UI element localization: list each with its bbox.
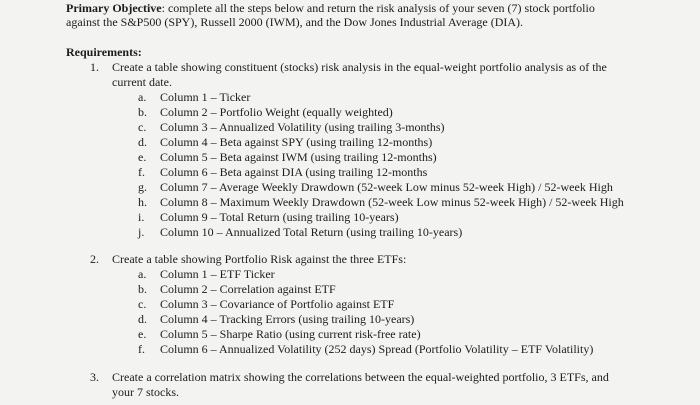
- item-2-sub-b-letter: b.: [138, 282, 147, 296]
- item-1-sub-f-letter: f.: [138, 165, 145, 179]
- item-3-text-line-2: your 7 stocks.: [112, 385, 179, 399]
- item-1-text-line-2: current date.: [112, 75, 172, 89]
- item-1-number: 1.: [90, 60, 99, 74]
- item-2-sub-c-letter: c.: [138, 297, 147, 311]
- item-1-sub-a-letter: a.: [138, 90, 147, 104]
- item-1-sub-b-letter: b.: [138, 105, 147, 119]
- item-1-sub-f-text: Column 6 – Beta against DIA (using trailing 12-months: [160, 165, 428, 179]
- item-1-sub-g-text: Column 7 – Average Weekly Drawdown (52-week Low minus 52-week High) / 52-week High: [160, 180, 613, 194]
- item-1-sub-i-letter: i.: [138, 210, 145, 224]
- item-1-sub-j-text: Column 10 – Annualized Total Return (using trailing 10-years): [160, 225, 463, 239]
- item-1-sub-c-letter: c.: [138, 120, 147, 134]
- item-2-sub-a-text: Column 1 – ETF Ticker: [160, 267, 275, 281]
- item-2-sub-d-text: Column 4 – Tracking Errors (using trailing 10-years): [160, 312, 415, 326]
- objective-label: Primary Objective: [66, 1, 162, 15]
- item-2-sub-a-letter: a.: [138, 267, 147, 281]
- item-1-text-line-1: Create a table showing constituent (stocks) risk analysis in the equal-weight portfolio analysis as of the: [112, 60, 607, 74]
- item-2-number: 2.: [90, 252, 99, 266]
- item-2-sub-f-letter: f.: [138, 342, 145, 356]
- objective-line-2: against the S&P500 (SPY), Russell 2000 (IWM), and the Dow Jones Industrial Average (DIA).: [66, 15, 524, 29]
- item-1-sub-h-text: Column 8 – Maximum Weekly Drawdown (52-week Low minus 52-week High) / 52-week High: [160, 195, 624, 209]
- item-1-sub-c-text: Column 3 – Annualized Volatility (using trailing 3-months): [160, 120, 445, 134]
- item-2-sub-d-letter: d.: [138, 312, 147, 326]
- item-2-sub-e-text: Column 5 – Sharpe Ratio (using current risk-free rate): [160, 327, 421, 341]
- item-1-sub-e-text: Column 5 – Beta against IWM (using trailing 12-months): [160, 150, 437, 164]
- item-1-sub-j-letter: j.: [138, 225, 145, 239]
- item-2-text-line-1: Create a table showing Portfolio Risk against the three ETFs:: [112, 252, 407, 266]
- item-2-sub-b-text: Column 2 – Correlation against ETF: [160, 282, 336, 296]
- item-3-text-line-1: Create a correlation matrix showing the correlations between the equal-weighted portfolio, 3 ETFs, and: [112, 370, 609, 384]
- item-1-sub-g-letter: g.: [138, 180, 147, 194]
- item-2-sub-e-letter: e.: [138, 327, 147, 341]
- item-1-sub-d-text: Column 4 – Beta against SPY (using trailing 12-months): [160, 135, 433, 149]
- item-1-sub-b-text: Column 2 – Portfolio Weight (equally weighted): [160, 105, 393, 119]
- item-3-number: 3.: [90, 370, 99, 384]
- item-2-sub-f-text: Column 6 – Annualized Volatility (252 days) Spread (Portfolio Volatility – ETF Volatility): [160, 342, 594, 356]
- item-1-sub-i-text: Column 9 – Total Return (using trailing 10-years): [160, 210, 399, 224]
- item-1-sub-d-letter: d.: [138, 135, 147, 149]
- item-2-sub-c-text: Column 3 – Covariance of Portfolio against ETF: [160, 297, 395, 311]
- objective-line-1: Primary Objective: complete all the steps below and return the risk analysis of your seven (7) stock portfolio: [66, 1, 595, 15]
- item-1-sub-e-letter: e.: [138, 150, 147, 164]
- item-1-sub-h-letter: h.: [138, 195, 147, 209]
- item-1-sub-a-text: Column 1 – Ticker: [160, 90, 251, 104]
- requirements-heading: Requirements:: [66, 45, 142, 59]
